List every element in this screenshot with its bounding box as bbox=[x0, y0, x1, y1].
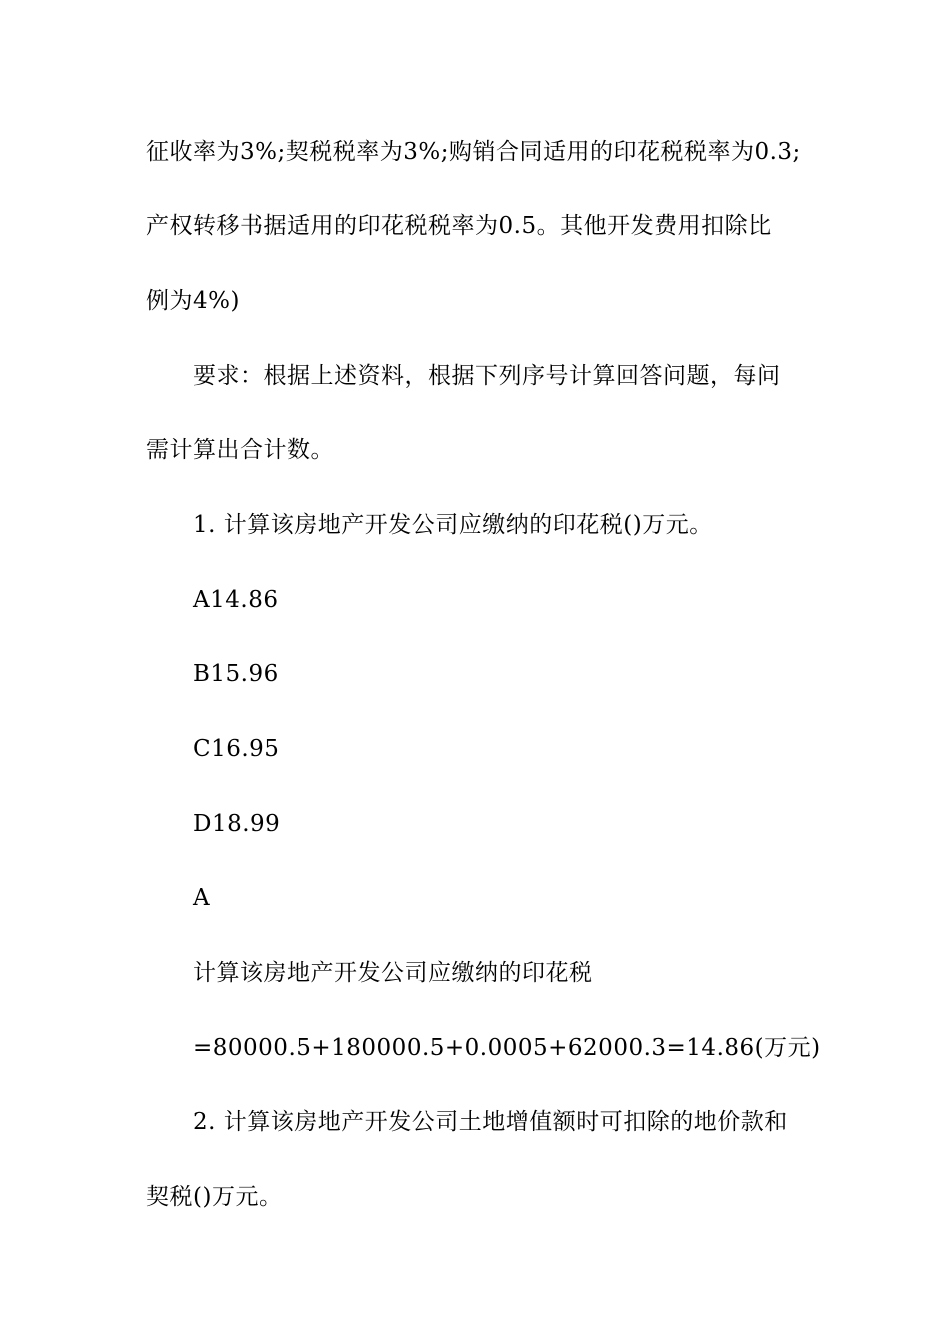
question-1: 1. 计算该房地产开发公司应缴纳的印花税()万元。 bbox=[193, 512, 713, 538]
option-d: D18.99 bbox=[193, 811, 281, 837]
question-2: 2. 计算该房地产开发公司土地增值额时可扣除的地价款和 bbox=[193, 1109, 788, 1135]
requirement-line-cont: 需计算出合计数。 bbox=[146, 437, 334, 463]
explanation-1: 计算该房地产开发公司应缴纳的印花税 bbox=[193, 960, 593, 986]
option-b: B15.96 bbox=[193, 661, 279, 687]
paragraph-line-rates: 征收率为3%;契税税率为3%;购销合同适用的印花税税率为0.3; bbox=[146, 139, 801, 165]
option-c: C16.95 bbox=[193, 736, 280, 762]
requirement-line: 要求：根据上述资料，根据下列序号计算回答问题，每问 bbox=[193, 363, 781, 389]
option-a: A14.86 bbox=[193, 587, 279, 613]
formula-1: =80000.5+180000.5+0.0005+62000.3=14.86(万元) bbox=[193, 1035, 821, 1061]
paragraph-line-rates-cont: 产权转移书据适用的印花税税率为0.5。其他开发费用扣除比 bbox=[146, 213, 772, 239]
question-2-cont: 契税()万元。 bbox=[146, 1184, 283, 1210]
paragraph-line-rates-end: 例为4%) bbox=[146, 288, 240, 314]
answer-1: A bbox=[193, 885, 211, 911]
